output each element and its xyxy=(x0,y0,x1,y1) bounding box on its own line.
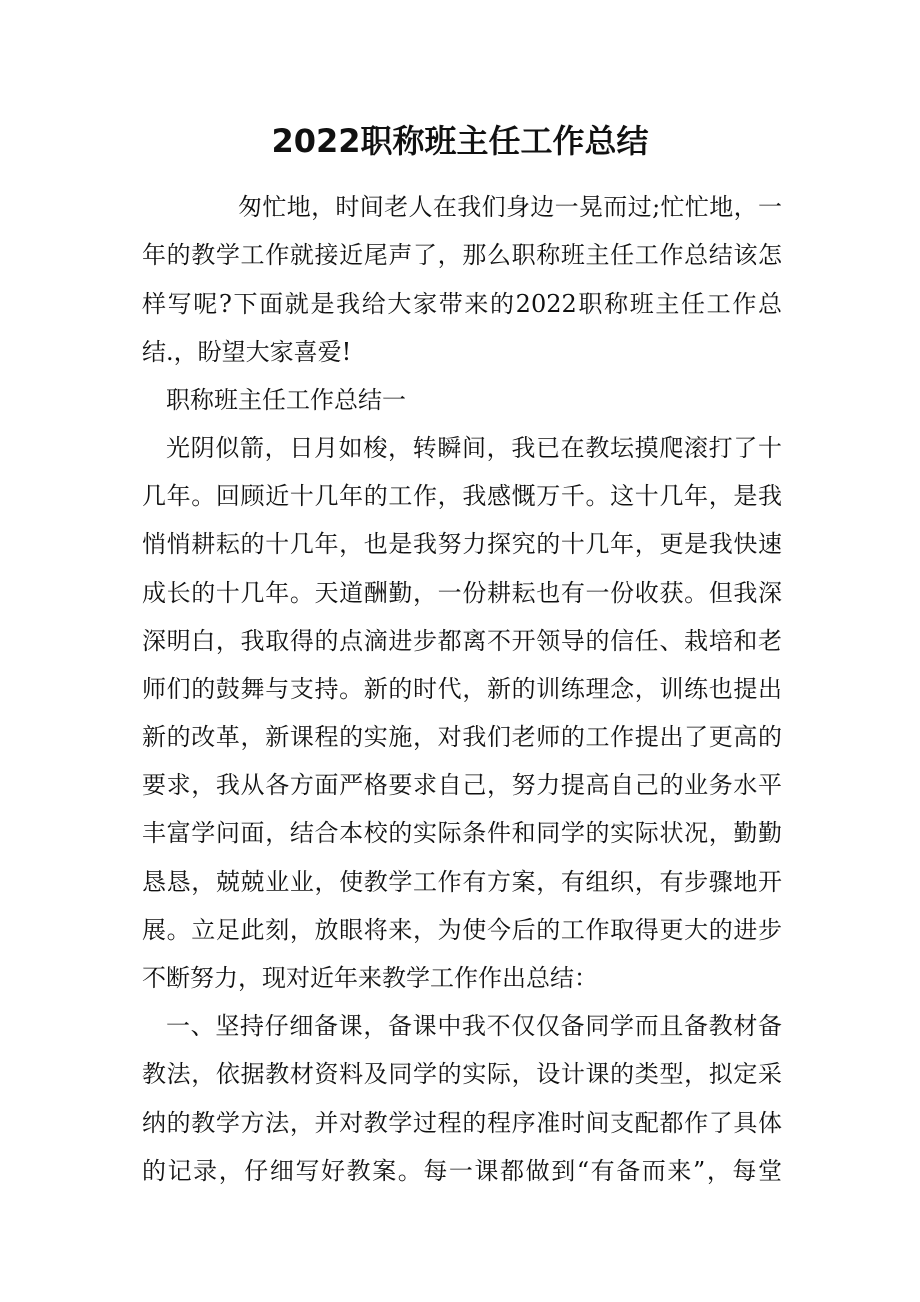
paragraph-line: 新的改革，新课程的实施，对我们老师的工作提出了更高的 xyxy=(142,723,782,751)
paragraph-line: 几年。回顾近十几年的工作，我感慨万千。这十几年，是我 xyxy=(142,482,782,510)
paragraph-line: 丰富学问面，结合本校的实际条件和同学的实际状况，勤勤 xyxy=(142,819,782,847)
paragraph-line: 纳的教学方法，并对教学过程的程序准时间支配都作了具体 xyxy=(142,1109,782,1137)
paragraph-line: 年的教学工作就接近尾声了，那么职称班主任工作总结该怎 xyxy=(142,241,782,269)
paragraph-line: 恳恳，兢兢业业，使教学工作有方案，有组织，有步骤地开 xyxy=(142,868,782,896)
paragraph-line: 悄悄耕耘的十几年，也是我努力探究的十几年，更是我快速 xyxy=(142,530,782,558)
paragraph-line: 匆忙地，时间老人在我们身边一晃而过;忙忙地，一 xyxy=(238,193,782,221)
paragraph-line: 教法，依据教材资料及同学的实际，设计课的类型，拟定采 xyxy=(142,1060,782,1088)
paragraph-line: 要求，我从各方面严格要求自己，努力提高自己的业务水平 xyxy=(142,771,782,799)
paragraph-line: 的记录，仔细写好教案。每一课都做到“有备而来”，每堂 xyxy=(142,1157,782,1185)
paragraph-line: 成长的十几年。天道酬勤，一份耕耘也有一份收获。但我深 xyxy=(142,579,782,607)
document-title: 2022职称班主任工作总结 xyxy=(271,122,649,160)
paragraph-line: 结.，盼望大家喜爱! xyxy=(142,338,352,366)
paragraph-line: 深明白，我取得的点滴进步都离不开领导的信任、栽培和老 xyxy=(142,627,782,655)
paragraph-line: 样写呢?下面就是我给大家带来的2022职称班主任工作总 xyxy=(142,290,782,318)
section-heading: 职称班主任工作总结一 xyxy=(166,386,406,414)
paragraph-line: 不断努力，现对近年来教学工作作出总结： xyxy=(142,964,598,992)
paragraph-line: 展。立足此刻，放眼将来，为使今后的工作取得更大的进步 xyxy=(142,916,782,944)
paragraph-line: 光阴似箭，日月如梭，转瞬间，我已在教坛摸爬滚打了十 xyxy=(166,434,782,462)
paragraph-line: 师们的鼓舞与支持。新的时代，新的训练理念，训练也提出 xyxy=(142,675,782,703)
paragraph-line: 一、坚持仔细备课，备课中我不仅仅备同学而且备教材备 xyxy=(166,1012,782,1040)
